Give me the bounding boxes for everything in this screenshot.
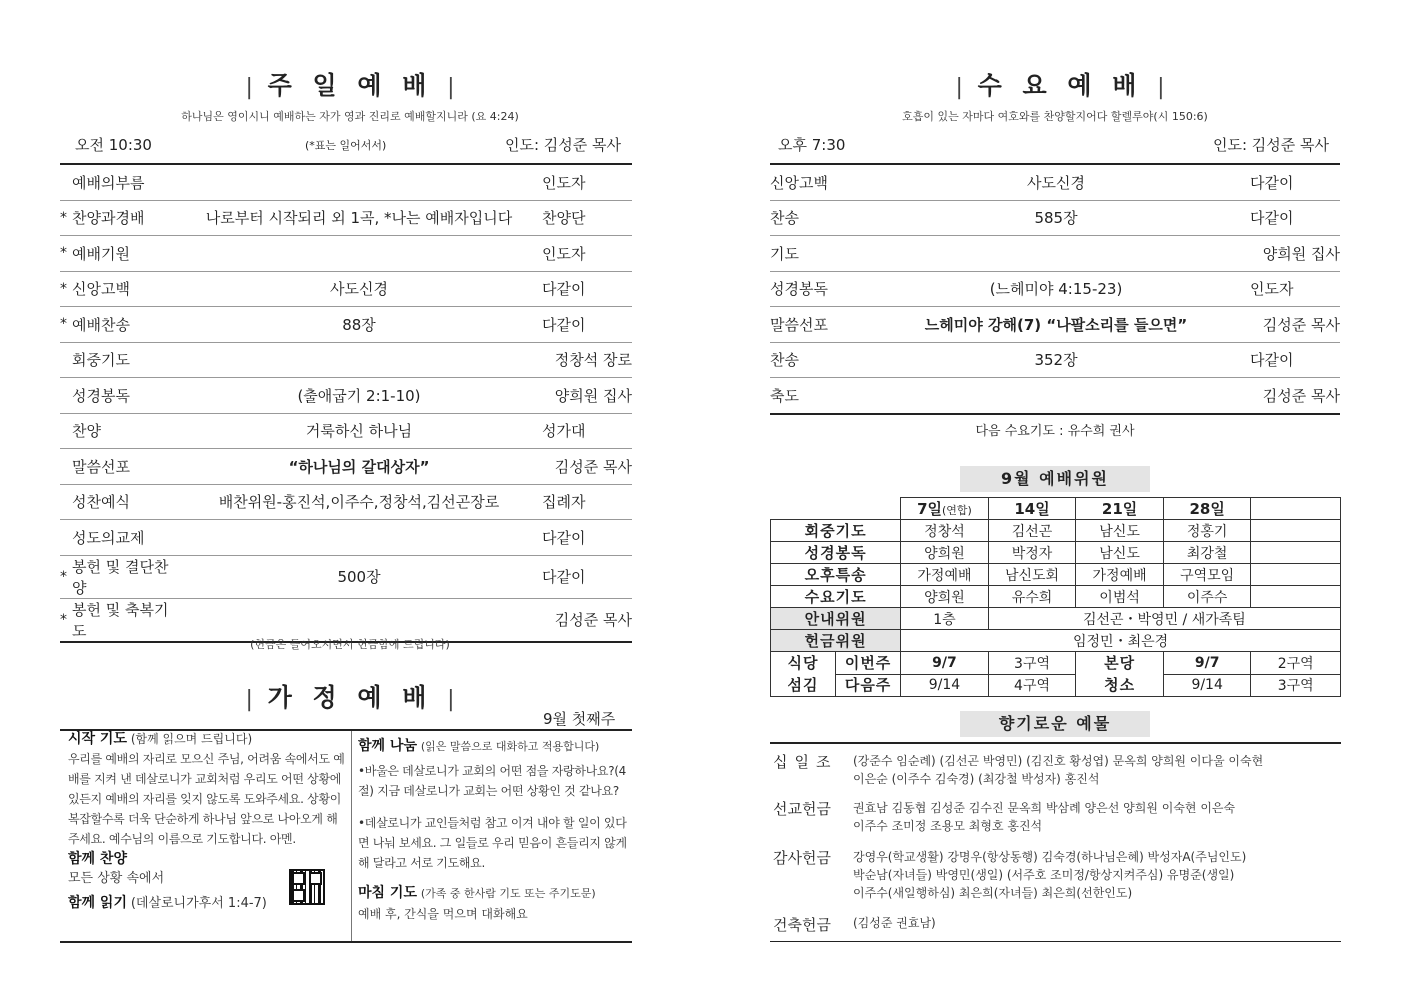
duty-cell: 양희원	[901, 586, 989, 608]
close-text: 예배 후, 간식을 먹으며 대화해요	[358, 907, 528, 921]
duty-cell: 최강철	[1163, 542, 1251, 564]
order-who: 다같이	[542, 271, 632, 307]
order-row	[60, 342, 632, 378]
family-divider	[351, 731, 352, 941]
thanks-label: 감사헌금	[773, 849, 831, 867]
duty-cell: 정창석	[901, 520, 989, 542]
order-who: 김성준 목사	[542, 449, 632, 485]
order-content: 352장	[862, 342, 1250, 378]
order-who: 양희원 집사	[542, 378, 632, 414]
order-content: 사도신경	[862, 164, 1250, 200]
order-row	[60, 307, 632, 343]
order-row	[60, 598, 632, 642]
wednesday-title: | 수 요 예 배 |	[955, 71, 1165, 100]
open-prayer-title: 시작 기도	[68, 731, 127, 747]
order-item: 성경봉독	[770, 271, 862, 307]
order-who: 찬양단	[542, 200, 632, 236]
open-prayer-sub: (함께 읽으며 드립니다)	[130, 732, 253, 746]
order-content: (느헤미야 4:15-23)	[862, 271, 1250, 307]
order-item: 신앙고백	[72, 271, 176, 307]
meal-next-group: 4구역	[988, 674, 1076, 697]
duty-title: 9월 예배위원	[960, 466, 1150, 492]
stand-marker	[60, 164, 72, 200]
clean-this-group: 2구역	[1251, 652, 1341, 675]
duty-cell: 구역모임	[1163, 564, 1251, 586]
stand-marker: *	[60, 271, 72, 307]
order-who: 인도자	[542, 236, 632, 272]
sunday-leader: 인도: 김성준 목사	[505, 136, 622, 154]
stand-marker: *	[60, 555, 72, 598]
order-item: 기도	[770, 236, 862, 272]
stand-marker	[60, 378, 72, 414]
duty-cell	[1251, 542, 1341, 564]
order-item: 신앙고백	[770, 164, 862, 200]
stand-marker: *	[60, 307, 72, 343]
meal-label-2: 섬김	[787, 676, 819, 694]
duty-cell: 남신도회	[988, 564, 1076, 586]
stand-marker	[60, 449, 72, 485]
thanks-names	[853, 848, 1246, 902]
tithe-names	[853, 752, 1263, 788]
wednesday-leader: 인도: 김성준 목사	[1213, 136, 1330, 154]
order-item: 축도	[770, 378, 862, 414]
order-item: 찬송	[770, 342, 862, 378]
share-q1: •바울은 데살로니가 교회의 어떤 점을 자랑하나요?(4절) 지금 데살로니가 교회는 어떤 상황인 것 같나요?	[358, 764, 626, 798]
meal-this-group: 3구역	[988, 652, 1076, 675]
duty-label-offering: 헌금위원	[771, 630, 901, 652]
share-title: 함께 나눔	[358, 738, 417, 754]
duty-cell: 정홍기	[1163, 520, 1251, 542]
wednesday-order-table	[770, 163, 1340, 415]
mission-names	[853, 799, 1235, 835]
clean-this-date: 9/7	[1163, 652, 1251, 675]
stand-marker	[60, 413, 72, 449]
duty-label-wednesday: 수요기도	[771, 586, 901, 608]
order-row	[770, 342, 1340, 378]
order-who: 양희원 집사	[1250, 236, 1340, 272]
thanks-line: 강영우(학교생활) 강명우(항상동행) 김숙경(하나님은혜) 박성자A(주님인도)	[853, 850, 1247, 864]
duty-cell: 김선곤	[988, 520, 1076, 542]
order-row	[770, 271, 1340, 307]
sunday-order-table	[60, 163, 632, 643]
order-who: 다같이	[1250, 200, 1340, 236]
building-names	[853, 914, 936, 932]
duty-cell: 박정자	[988, 542, 1076, 564]
date-7-note: (연합)	[942, 504, 972, 517]
order-row	[770, 236, 1340, 272]
open-prayer-text: 우리를 예배의 자리로 모으신 주님, 어려움 속에서도 예배를 지켜 낸 데살로니가 교회처럼 우리도 어떤 상황에 있든지 예배의 자리를 잊지 않도록 도와주세요. 상황이 복잡할수록 더욱 단순하게 하나님 앞으로 나아오게 해 주세요. 예수님의 이름으로 기도합니다. 아멘.	[68, 752, 345, 846]
order-content	[862, 378, 1250, 414]
date-28: 28일	[1163, 498, 1251, 520]
order-content: “하나님의 갈대상자”	[176, 449, 542, 485]
duty-cell: 유수희	[988, 586, 1076, 608]
order-who: 다같이	[1250, 164, 1340, 200]
order-content: 500장	[176, 555, 542, 598]
order-item: 말씀선포	[72, 449, 176, 485]
duty-cell: 이주수	[1163, 586, 1251, 608]
order-item: 회중기도	[72, 342, 176, 378]
offering-names: 임정민・최은경	[901, 630, 1341, 652]
clean-label-1: 본당	[1104, 654, 1136, 672]
read-title: 함께 읽기	[68, 895, 127, 911]
read-text: (데살로니가후서 1:4-7)	[130, 896, 267, 911]
praise-title: 함께 찬양	[68, 851, 127, 867]
order-row	[60, 236, 632, 272]
duty-cell: 가정예배	[901, 564, 989, 586]
order-row	[770, 164, 1340, 200]
qr-code[interactable]	[289, 869, 325, 905]
stand-marker: *	[60, 598, 72, 642]
order-content	[176, 520, 542, 556]
order-item: 성도의교제	[72, 520, 176, 556]
order-content: 사도신경	[176, 271, 542, 307]
order-row	[60, 164, 632, 200]
clean-next-group: 3구역	[1251, 674, 1341, 697]
order-content: (출애굽기 2:1-10)	[176, 378, 542, 414]
close-sub: (가족 중 한사람 기도 또는 주기도문)	[420, 887, 596, 900]
sunday-time: 오전 10:30	[75, 136, 152, 154]
order-who: 다같이	[542, 555, 632, 598]
close-title: 마침 기도	[358, 885, 417, 901]
wednesday-verse: 호흡이 있는 자마다 여호와를 찬양할지어다 할렐루야(시 150:6)	[902, 110, 1208, 123]
order-content: 88장	[176, 307, 542, 343]
duty-cell: 남신도	[1076, 520, 1164, 542]
order-row	[770, 200, 1340, 236]
order-row	[60, 271, 632, 307]
mission-label: 선교헌금	[773, 800, 831, 818]
tithe-line: 이은순 (이주수 김숙경) (최강철 박성자) 홍진석	[853, 772, 1100, 786]
stand-marker	[60, 342, 72, 378]
order-item: 성찬예식	[72, 484, 176, 520]
duty-label-prayer: 회중기도	[771, 520, 901, 542]
meal-label-1: 식당	[787, 654, 819, 672]
order-who: 집례자	[542, 484, 632, 520]
order-who: 다같이	[542, 307, 632, 343]
order-content: 배찬위원-홍진석,이주수,정창석,김선곤장로	[176, 484, 542, 520]
order-who: 인도자	[1250, 271, 1340, 307]
order-row	[770, 378, 1340, 414]
order-item: 찬송	[770, 200, 862, 236]
date-7: 7일	[917, 500, 942, 518]
duty-cell	[1251, 520, 1341, 542]
order-row	[60, 413, 632, 449]
order-who: 김성준 목사	[1250, 307, 1340, 343]
order-content: 585장	[862, 200, 1250, 236]
next-wednesday-prayer: 다음 수요기도 : 유수희 권사	[975, 424, 1135, 439]
duty-label-guide: 안내위원	[771, 608, 901, 630]
this-week-label: 이번주	[836, 652, 900, 675]
guide-floor: 1층	[901, 608, 989, 630]
share-sub: (읽은 말씀으로 대화하고 적용합니다)	[420, 740, 600, 753]
order-content	[862, 236, 1250, 272]
family-right-col	[358, 736, 630, 924]
order-content	[176, 598, 542, 642]
date-14: 14일	[988, 498, 1076, 520]
praise-song: 모든 상황 속에서	[68, 871, 165, 886]
order-who: 다같이	[542, 520, 632, 556]
wednesday-time: 오후 7:30	[778, 136, 846, 154]
order-row	[770, 307, 1340, 343]
order-item: 찬양	[72, 413, 176, 449]
duty-cell: 남신도	[1076, 542, 1164, 564]
order-row	[60, 520, 632, 556]
order-row	[60, 484, 632, 520]
offerings-bottom-rule	[770, 941, 1341, 942]
thanks-line: 이주수(새일행하심) 최은희(자녀들) 최은희(선한인도)	[853, 886, 1133, 900]
order-who: 성가대	[542, 413, 632, 449]
order-item: 찬양과경배	[72, 200, 176, 236]
building-label: 건축헌금	[773, 916, 831, 934]
order-content: 느헤미야 강해(7) “나팔소리를 들으면”	[862, 307, 1250, 343]
order-row	[60, 449, 632, 485]
sunday-note: (*표는 일어서서)	[305, 139, 387, 152]
duty-cell	[1251, 564, 1341, 586]
order-who: 김성준 목사	[542, 598, 632, 642]
order-content: 거룩하신 하나님	[176, 413, 542, 449]
order-item: 봉헌 및 축복기도	[72, 598, 176, 642]
share-q2: •데살로니가 교인들처럼 참고 이겨 내야 할 일이 있다면 나눠 보세요. 그 일들로 우리 믿음이 흔들리지 않게 해 달라고 서로 기도해요.	[358, 816, 627, 870]
duty-cell	[1251, 586, 1341, 608]
family-week: 9월 첫째주	[543, 710, 616, 728]
stand-marker	[60, 484, 72, 520]
stand-marker: *	[60, 236, 72, 272]
order-who: 정창석 장로	[542, 342, 632, 378]
guide-names: 김선곤・박영민 / 새가족팀	[988, 608, 1340, 630]
building-line: (김성준 권효남)	[853, 916, 936, 930]
order-row	[60, 555, 632, 598]
clean-label-2: 청소	[1104, 676, 1136, 694]
order-row	[60, 200, 632, 236]
order-item: 성경봉독	[72, 378, 176, 414]
order-item: 예배찬송	[72, 307, 176, 343]
order-content	[176, 236, 542, 272]
order-content	[176, 342, 542, 378]
next-week-label: 다음주	[844, 676, 892, 694]
duty-cell: 양희원	[901, 542, 989, 564]
duty-table	[770, 497, 1341, 697]
offerings-top-rule	[770, 742, 1341, 744]
sunday-footnote: (헌금은 들어오시면서 헌금함에 드립니다)	[250, 638, 450, 651]
tithe-line: (강준수 임순례) (김선곤 박영민) (김진호 황성엽) 문옥희 양희원 이다울 이숙현	[853, 754, 1264, 768]
order-item: 말씀선포	[770, 307, 862, 343]
order-row	[60, 378, 632, 414]
family-title: | 가 정 예 배 |	[245, 683, 455, 712]
order-who: 다같이	[1250, 342, 1340, 378]
date-21: 21일	[1076, 498, 1164, 520]
mission-line: 권효남 김동협 김성준 김수진 문옥희 박삼례 양은선 양희원 이숙현 이은숙	[853, 801, 1236, 815]
order-item: 봉헌 및 결단찬양	[72, 555, 176, 598]
mission-line: 이주수 조미정 조용모 최형호 홍진석	[853, 819, 1043, 833]
stand-marker	[60, 520, 72, 556]
duty-label-reading: 성경봉독	[771, 542, 901, 564]
order-item: 예배의부름	[72, 164, 176, 200]
order-content	[176, 164, 542, 200]
meal-next-date: 9/14	[901, 674, 989, 697]
duty-cell: 가정예배	[1076, 564, 1164, 586]
duty-label-special: 오후특송	[771, 564, 901, 586]
order-who: 김성준 목사	[1250, 378, 1340, 414]
thanks-line: 박순남(자녀들) 박영민(생일) (서주호 조미정/항상지켜주심) 유명준(생일)	[853, 868, 1235, 882]
duty-cell: 이범석	[1076, 586, 1164, 608]
clean-next-date: 9/14	[1163, 674, 1251, 697]
meal-this-date: 9/7	[901, 652, 989, 675]
stand-marker: *	[60, 200, 72, 236]
order-who: 인도자	[542, 164, 632, 200]
family-bottom-rule	[60, 941, 632, 943]
sunday-title: | 주 일 예 배 |	[245, 71, 455, 100]
tithe-label: 십일조	[773, 753, 838, 771]
order-content: 나로부터 시작되리 외 1곡, *나는 예배자입니다	[176, 200, 542, 236]
offerings-title: 향기로운 예물	[960, 711, 1150, 737]
sunday-verse: 하나님은 영이시니 예배하는 자가 영과 진리로 예배할지니라 (요 4:24)	[181, 110, 519, 123]
order-item: 예배기원	[72, 236, 176, 272]
